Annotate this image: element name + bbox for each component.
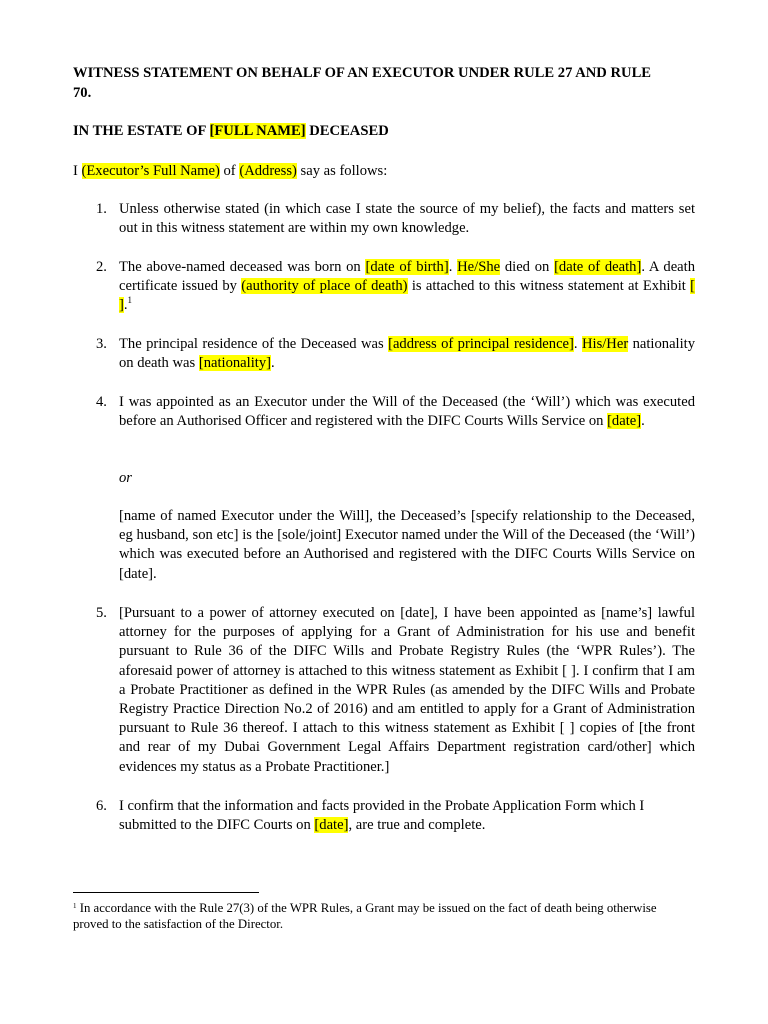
intro-line [73,162,387,182]
text-run: . [573,336,582,352]
text-run: The above-named deceased was born on [119,259,366,275]
footnote-number: 1 [73,902,77,910]
text-run: died on [500,259,555,275]
paragraph-number: 3. [96,336,107,352]
paragraph-number: 4. [96,394,107,410]
paragraph-number: 5. [96,605,107,621]
paragraph-4-alternative [97,507,695,584]
date-placeholder: [date] [607,413,642,430]
paragraph-text [119,797,695,835]
title-line-1: WITNESS STATEMENT ON BEHALF OF AN EXECUTOR UNDER RULE 27 AND RULE [73,65,652,81]
intro-text: say as follows: [296,163,388,179]
title-line-2: 70. [73,84,92,101]
paragraph-text [119,393,695,431]
pronoun-placeholder: He/She [457,259,501,275]
estate-prefix: IN THE ESTATE OF [73,123,210,139]
text-run: I confirm that the information and facts provided in the Probate Application Form which I submitted to the DIFC Courts on [119,798,645,834]
paragraph-3 [97,335,695,373]
nationality-placeholder: [nationality] [198,355,271,372]
paragraph-number: 6. [96,798,107,814]
executor-name-placeholder: (Executor’s Full Name) [81,163,220,179]
date-placeholder: [date] [314,817,349,834]
or-label: or [119,470,132,486]
text-run: I was appointed as an Executor under the Will of the Deceased (the ‘Will’) which was executed before an Authorised Officer and registered with the DIFC Courts Wills Service on [119,394,695,430]
text-run: . [448,259,458,275]
text-run: . A death certificate issued by [119,259,696,295]
paragraph-text: [Pursuant to a power of attorney executed on [date], I have been appointed as [name’s] lawful attorney for the purposes of applying for a Grant of Administration for his use and benefit pursuant to Rule 36 of the DIFC Wills and Probate Registry Rules (the ‘WPR Rules’). The aforesaid power of attorney is attached to this witness statement as Exhibit [ ]. I confirm that I am a Probate Practitioner as defined in the WPR Rules (as amended by the DIFC Wills and Probate Registry Practice Direction No.2 of 2016) and am entitled to apply for a Grant of Administration pursuant to Rule 36 thereof. I attach to this witness statement as Exhibit [ ] copies of [the front and rear of my Dubai Government Legal Affairs Department registration card/other] which evidences my status as a Probate Practitioner.] [119,605,695,775]
paragraph-2 [97,258,695,316]
footnote [73,900,693,932]
intro-text: of [219,163,240,179]
residence-placeholder: [address of principal residence] [388,336,574,352]
date-of-birth-placeholder: [date of birth] [365,259,449,275]
paragraph-5 [97,604,695,777]
alternative-marker [97,469,695,488]
estate-heading [73,122,692,142]
footnote-reference[interactable]: 1 [127,295,133,306]
paragraph-number: 1. [96,201,107,217]
paragraph-text: Unless otherwise stated (in which case I state the source of my belief), the facts and matters set out in this witness statement are within my own knowledge. [119,201,695,237]
paragraph-4 [97,393,695,431]
paragraph-text [119,258,695,316]
intro-text: I [73,163,82,179]
text-run: . [270,355,275,372]
paragraph-text [119,335,695,373]
paragraph-6 [97,797,695,835]
document-title [73,64,692,103]
address-placeholder: (Address) [239,163,297,179]
estate-name-placeholder: [FULL NAME] [209,123,306,139]
text-run: The principal residence of the Deceased was [119,336,389,352]
estate-suffix: DECEASED [305,123,389,139]
text-run: is attached to this witness statement at Exhibit [407,278,691,295]
pronoun-placeholder: His/Her [581,336,629,352]
text-run: . [123,297,128,314]
text-run: . [641,413,645,430]
death-authority-placeholder: (authority of place of death) [241,278,408,295]
footnote-separator [73,892,259,893]
paragraph-text: [name of named Executor under the Will], the Deceased’s [specify relationship to the Deceased, eg husband, son etc] is the [sole/joint] Executor named under the Will of the Deceased (the ‘Will’) which was executed before an Authorised and registered with the DIFC Courts Wills Service on [date]. [119,508,695,582]
exhibit-placeholder: [ ] [119,278,696,314]
text-run: nationality on death was [119,336,696,372]
footnote-text: In accordance with the Rule 27(3) of the WPR Rules, a Grant may be issued on the fact of death being otherwise proved to the satisfaction of the Director. [73,901,657,931]
paragraph-1 [97,200,695,238]
text-run: , are true and complete. [348,817,486,834]
date-of-death-placeholder: [date of death] [554,259,642,275]
paragraph-number: 2. [96,259,107,275]
